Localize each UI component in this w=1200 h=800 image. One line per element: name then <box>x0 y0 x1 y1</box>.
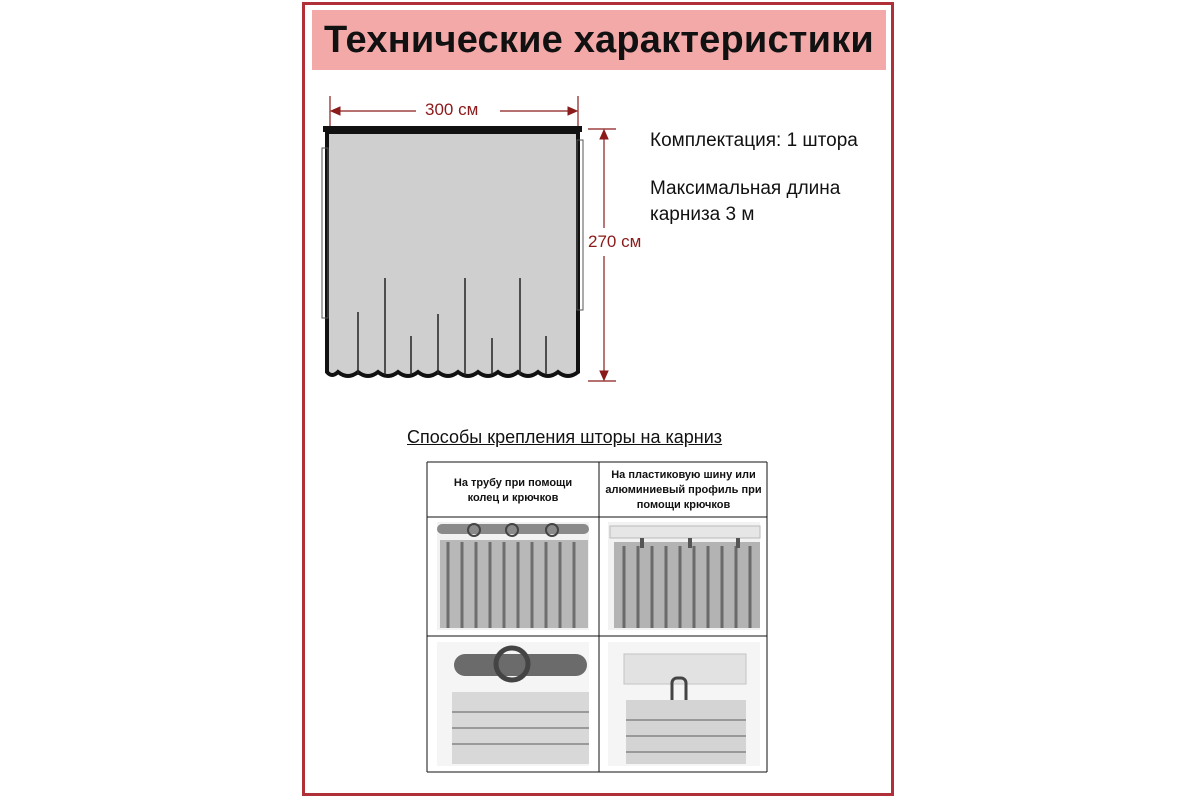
photo-ring-detail <box>437 642 589 766</box>
column-header-pipe: На трубу при помощи колец и крючков <box>453 477 573 504</box>
mounting-heading: Способы крепления шторы на карниз <box>407 427 723 447</box>
height-label: 270 см <box>588 232 642 251</box>
spec-cornice-line1: Максимальная длина <box>650 178 841 199</box>
width-label: 300 см <box>425 100 479 119</box>
height-dimension <box>588 129 616 381</box>
spec-kit: Комплектация: 1 штора <box>650 130 858 151</box>
page-title: Технические характеристики <box>324 19 874 61</box>
spec-cornice-line2: карниза 3 м <box>650 204 755 225</box>
column-header-rail: На пластиковую шину или алюминиевый профиль при помощи крючков <box>605 469 762 511</box>
photo-rings-on-pipe <box>437 522 589 630</box>
photo-hooks-on-rail <box>608 522 760 630</box>
curtain-panel <box>327 132 578 376</box>
photo-hook-detail <box>608 642 760 766</box>
